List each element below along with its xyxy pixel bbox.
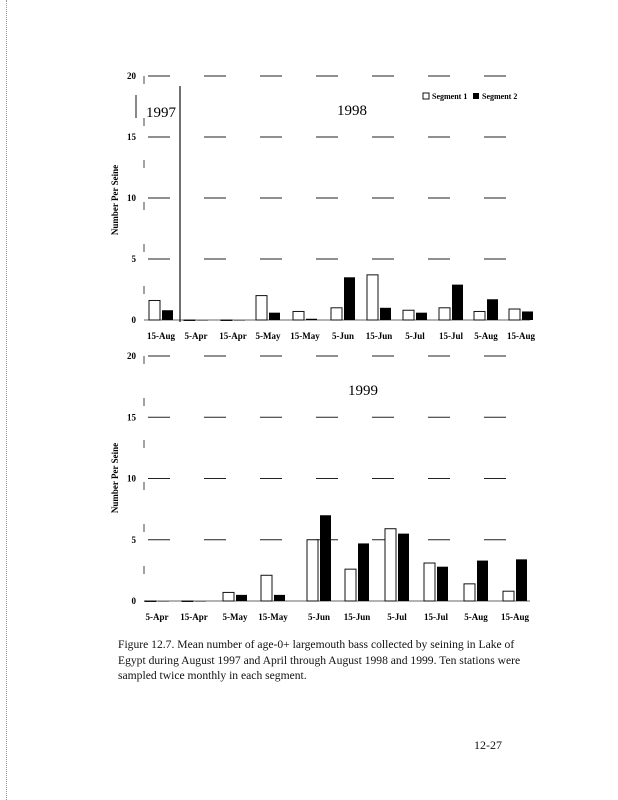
bar-segment-1 [439, 308, 450, 320]
bar-segment-2 [234, 320, 245, 321]
x-tick-label: 5-May [222, 612, 248, 622]
bar-segment-2 [516, 559, 527, 601]
x-tick-label: 15-Jul [423, 612, 449, 622]
x-tick-label: 15-Apr [219, 331, 247, 341]
y-tick-label: 15 [127, 132, 136, 142]
x-tick-label: 15-Aug [506, 331, 536, 341]
bar-segment-2 [477, 561, 488, 601]
bar-segment-1 [293, 311, 304, 320]
bar-segment-1 [307, 540, 318, 601]
x-tick-label: 5-Jul [387, 612, 407, 622]
year-label-1997: 1997 [146, 105, 176, 121]
bar-segment-2 [306, 319, 317, 320]
bar-segment-1 [221, 320, 232, 321]
y-tick-label: 5 [131, 254, 136, 264]
bar-segment-2 [320, 515, 331, 601]
bar-segment-1 [367, 275, 378, 320]
x-tick-label: 5-Jul [405, 331, 425, 341]
x-tick-label: 5-Apr [184, 331, 208, 341]
bar-segment-2 [197, 320, 208, 321]
bar-segment-2 [236, 595, 247, 601]
x-tick-label: 15-Aug [500, 612, 530, 622]
bar-segment-2 [380, 308, 391, 320]
bar-segment-1 [345, 569, 356, 601]
x-tick-label: 5-Aug [474, 331, 498, 341]
x-tick-label: 5-Aug [464, 612, 488, 622]
x-tick-label: 15-Apr [180, 612, 208, 622]
bar-segment-1 [509, 309, 520, 320]
y-axis-label: Number Per Seine [110, 164, 120, 236]
bar-segment-2 [452, 285, 463, 320]
bar-segment-2 [274, 595, 285, 601]
bar-segment-2 [269, 313, 280, 320]
page-number: 12-27 [474, 738, 502, 752]
y-axis-label: Number Per Seine [110, 442, 120, 514]
bar-segment-1 [403, 310, 414, 320]
bar-segment-1 [184, 320, 195, 321]
x-tick-label: 15-Jun [365, 331, 393, 341]
legend-swatch-segment-2 [473, 93, 479, 99]
bar-segment-1 [474, 311, 485, 320]
bar-segment-1 [503, 591, 514, 601]
x-tick-label: 15-May [258, 612, 288, 622]
bar-segment-2 [398, 534, 409, 601]
x-tick-label: 5-Apr [145, 612, 169, 622]
x-tick-label: 15-May [290, 331, 320, 341]
bar-segment-2 [522, 311, 533, 320]
bar-segment-2 [487, 299, 498, 320]
bar-segment-1 [223, 592, 234, 601]
bar-segment-1 [464, 584, 475, 601]
bar-segment-1 [261, 575, 272, 601]
legend-label-segment-2: Segment 2 [482, 92, 518, 101]
x-tick-label: 15-Jul [438, 331, 464, 341]
bar-segment-2 [162, 310, 173, 320]
x-tick-label: 5-Jun [331, 331, 355, 341]
x-tick-label: 5-Jun [307, 612, 331, 622]
x-tick-label: 15-Jun [343, 612, 371, 622]
x-tick-label: 5-May [255, 331, 281, 341]
y-tick-label: 15 [127, 412, 136, 423]
y-tick-label: 20 [127, 71, 136, 81]
legend-label-segment-1: Segment 1 [432, 92, 468, 101]
bar-segment-1 [256, 296, 267, 320]
bar-segment-1 [182, 601, 193, 602]
figure-caption: Figure 12.7. Mean number of age-0+ largemouth bass collected by seining in Lake of Egypt during August 1997 and April through August 1998 and 1999. Ten stations were sampled twice monthly in each segment. [118, 638, 521, 682]
bar-segment-2 [437, 567, 448, 601]
bar-segment-1 [424, 563, 435, 601]
x-tick-label: 15-Aug [146, 331, 176, 341]
bar-segment-1 [145, 601, 156, 602]
y-tick-label: 10 [127, 473, 136, 484]
bar-segment-2 [358, 543, 369, 601]
y-tick-label: 0 [131, 596, 136, 606]
bar-segment-1 [385, 529, 396, 601]
bar-segment-2 [416, 313, 427, 320]
y-tick-label: 0 [131, 315, 136, 325]
legend-swatch-segment-1 [423, 93, 429, 99]
bar-segment-2 [344, 277, 355, 320]
y-tick-label: 10 [127, 193, 136, 203]
y-tick-label: 5 [131, 534, 136, 545]
bar-segment-2 [195, 601, 206, 602]
year-label-1998: 1998 [337, 103, 367, 119]
chart-title-1999: 1999 [348, 383, 378, 399]
bar-segment-1 [331, 308, 342, 320]
bar-segment-2 [158, 601, 169, 602]
bar-segment-1 [149, 300, 160, 320]
y-tick-label: 20 [127, 351, 136, 361]
